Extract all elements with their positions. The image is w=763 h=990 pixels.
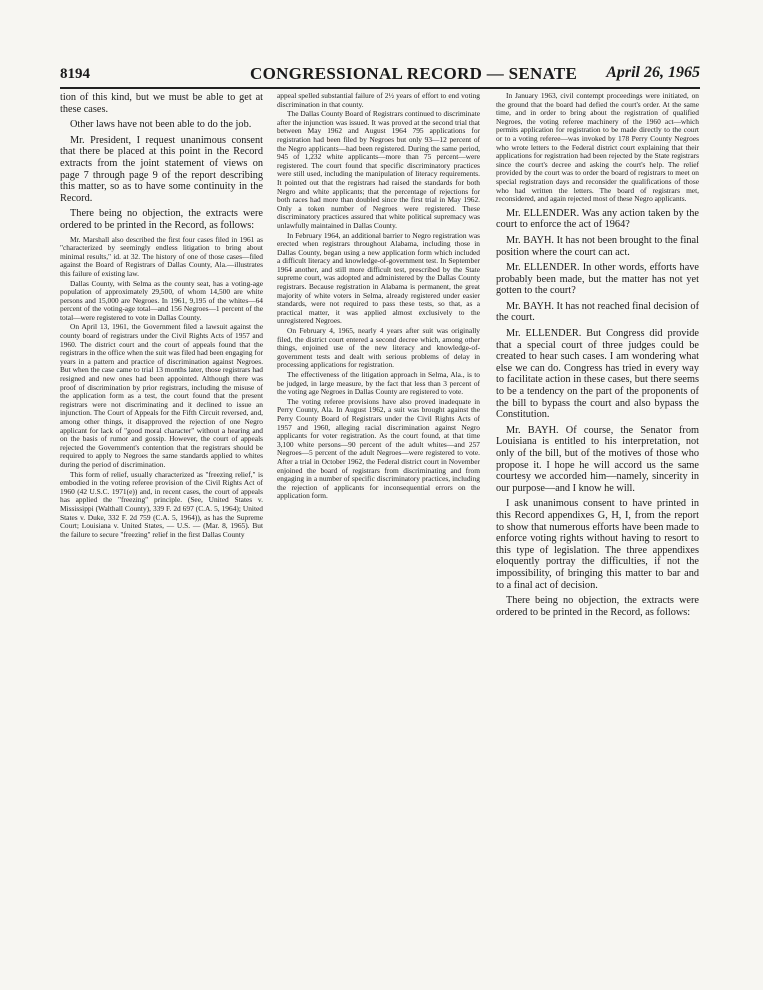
paragraph: The voting referee provisions have also proved inadequate in Perry County, Ala. In August 1962, a suit was brought against the Perry County Board of Registrars under the Civil Rights Acts of 1957 and 1960, alleging racial discrimination against Negro applicants for voter registration. As the court found, at that time 3,100 white persons—90 percent of the adult whites—and 257 Negroes—5 percent of the adult Negroes—were registered to vote. After a trial in October 1962, the Federal district court in November enjoined the board of registrars from discriminating and from engaging in a number of specific discriminatory practices, including the rejection of applicants for inconsequential errors on the application form.	[277, 396, 480, 501]
paragraph: This form of relief, usually characterized as "freezing relief," is embodied in the voting referee provision of the Civil Rights Act of 1960 (42 U.S.C. 1971(e)) and, in recent cases, the court of appeals has applied the "freezing" principle. (See, United States v. Mississippi (Walthall County), 339 F. 2d 697 (C.A. 5, 1964); United States v. Duke, 332 F. 2d 759 (C.A. 5, 1964)), as has the Supreme Court; Louisiana v. United States, — U.S. — (Mar. 8, 1965). But the failure to secure "freezing" relief in the first Dallas County	[60, 469, 263, 539]
paragraph: Mr. BAYH. Of course, the Senator from Louisiana is entitled to his interpretation, not only of the bill, but of the motives of those who propose it. I hope he will accord us the same courtesy we accorded him—namely, sincerity in our purpose—and I know he will.	[496, 424, 699, 494]
paragraph: Dallas County, with Selma as the county seat, has a voting-age population of approximately 29,500, of whom 14,500 are white persons and 15,000 are Negroes. In 1961, 9,195 of the whites—64 percent of the voting-age total—and 156 Negroes—1 percent of the total—were registered to vote in Dallas County.	[60, 278, 263, 322]
paragraph: Other laws have not been able to do the job.	[70, 119, 252, 131]
paragraph: Mr. BAYH. It has not been brought to the final position where the court can act.	[496, 234, 699, 258]
paragraph: There being no objection, the extracts were ordered to be printed in the Record, as follows:	[60, 208, 263, 231]
text-column-2	[277, 92, 480, 501]
paragraph: Mr. Marshall also described the first four cases filed in 1961 as "characterized by seemingly endless litigation to bring about minimal results," id. at 32. The history of one of those cases—filed against the Board of Registrars of Dallas County, Ala.—illustrates this failure of existing law.	[60, 234, 263, 278]
publication-title: CONGRESSIONAL RECORD — SENATE	[250, 64, 578, 83]
paragraph: Mr. President, I request unanimous consent that there be placed at this point in the Record extracts from the joint statement of views on page 7 through page 9 of the report describing this matter, so as to have some continuity in the Record.	[60, 134, 263, 204]
paragraph: The effectiveness of the litigation approach in Selma, Ala., is to be judged, in large measure, by the fact that less than 3 percent of the voting age Negroes in Dallas County are registered to vote.	[277, 370, 480, 397]
text-column-1	[60, 92, 263, 539]
paragraph: Mr. BAYH. It has not reached final decision of the court.	[496, 300, 699, 324]
text-column-3	[496, 92, 699, 618]
paragraph: There being no objection, the extracts were ordered to be printed in the Record, as follows:	[496, 595, 699, 618]
paragraph: tion of this kind, but we must be able to get at these cases.	[60, 92, 263, 115]
paragraph: appeal spelled substantial failure of 2½ years of effort to end voting discrimination in that county.	[277, 91, 480, 109]
paragraph: I ask unanimous consent to have printed in this Record appendixes G, H, I, from the report to show that numerous efforts have been made to enforce voting rights without having to resort to this type of legislation. The three appendixes eloquently portray the difficulties, if not the impossibility, of bringing this matter to bar and to a final act of decision.	[496, 498, 699, 591]
paragraph: In January 1963, civil contempt proceedings were initiated, on the ground that the board had defied the court's order. At the same time, and in order to bring about the registration of qualified Negroes, the voting referee machinery of the 1960 act—which permits application for registration to be made directly to the court or to a voting referee—was invoked by 178 Perry County Negroes who wrote letters to the Federal district court explaining that their applications for registration had been rejected by the State registrars since the court's decree and asking the court's help. The relief provided by the court was to order the board of registrars to meet on special registration days and reconsider the qualifications of those who had written the letters. The board of registrars met, reconsidered, and again rejected most of these Negro applicants.	[496, 91, 699, 204]
issue-date: April 26, 1965	[606, 64, 700, 81]
paragraph: Mr. ELLENDER. But Congress did provide that a special court of three judges could be created to hear such cases. I am wondering what else we can do. Congress has tried in every way to facilitate action in these cases, but there seems to be a tendency on the part of the proponents of the bill to bypass the court and also bypass the Constitution.	[496, 328, 699, 421]
paragraph: On April 13, 1961, the Government filed a lawsuit against the county board of registrars under the Civil Rights Acts of 1957 and 1960. The district court and the court of appeals found that the registrars in the office when the suit was filed had been engaging for years in a pattern and practice of discrimination against Negroes. But when the case came to trial 13 months later, those registrars had resigned and new ones had been appointed. Although there was proof of discrimination by prior registrars, including the misuse of the application form as a test, the court found that the present registrars were not discriminating and it declined to issue an injunction. The Court of Appeals for the Fifth Circuit reversed, and, among other things, it disapproved the rejection of one Negro applicant for lack of "good moral character" without a hearing and on the basis of rumor and gossip. However, the court of appeals rejected the Government's contention that the registrars should be required to apply to Negroes the same standards applied to whites during the period of discrimination.	[60, 322, 263, 469]
page-header	[60, 64, 700, 88]
paragraph: Mr. ELLENDER. In other words, efforts have probably been made, but the matter has not yet gotten to the court?	[496, 262, 699, 297]
page-number: 8194	[60, 66, 90, 82]
header-rule	[60, 87, 700, 89]
paragraph: On February 4, 1965, nearly 4 years after suit was originally filed, the district court entered a second decree which, among other things, enjoined use of the new literacy and knowledge-of-government tests and dealt with serious problems of delay in processing applications for registration.	[277, 326, 480, 370]
paragraph: In February 1964, an additional barrier to Negro registration was erected when registrars throughout Alabama, including those in Dallas County, began using a new application form which included a difficult literacy and knowledge-of-government test. In September 1964 another, and still more difficult test, prescribed by the State supreme court, was adopted and administered by the Dallas County registrars. Because registration in Alabama is permanent, the great majority of white voters in Selma, already registered under easier standards, were not required to pass these tests, so that, as a practical matter, it was applied almost exclusively to the unregistered Negroes.	[277, 230, 480, 326]
paragraph: Mr. ELLENDER. Was any action taken by the court to enforce the act of 1964?	[496, 207, 699, 231]
paragraph: The Dallas County Board of Registrars continued to discriminate after the injunction was issued. It was proved at the second trial that between May 1962 and August 1964 795 applications for registration had been filed by Negroes but only 93—12 percent of the Negro applicants—had been registered. During the same period, 945 of 1,232 white applicants—more than 75 percent—were registered. The court found that specific discriminatory practices were still used, including the manipulation of literacy requirements. It pointed out that the registrars had raised the standards for both Negro and white applicants; that the percentage of rejections for both races had more than doubled since the first trial in May 1962. Only a token number of Negroes were registered. These discriminatory practices assured that white political supremacy was unlawfully maintained in Dallas County.	[277, 109, 480, 230]
